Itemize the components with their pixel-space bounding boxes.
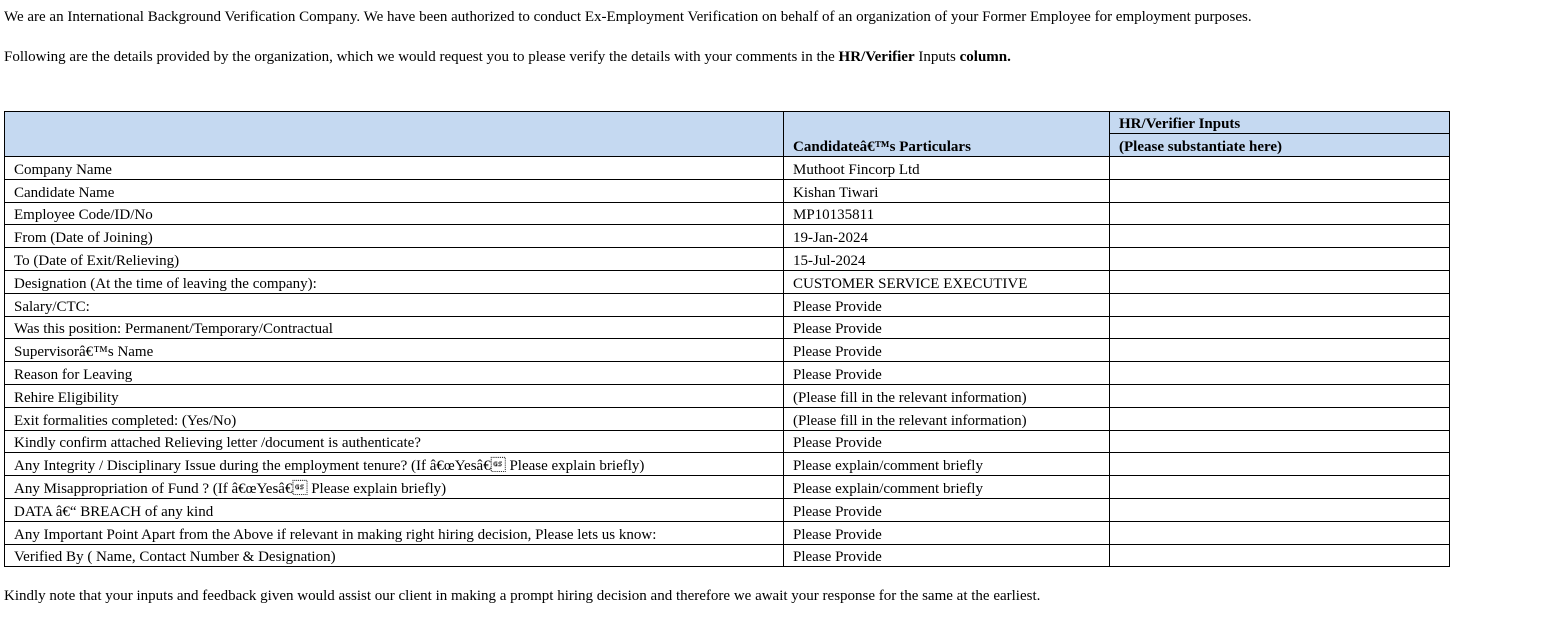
row-candidate-value: Please Provide: [784, 316, 1110, 339]
row-label: Any Important Point Apart from the Above if relevant in making right hiring decision, Please lets us know:: [5, 521, 784, 544]
row-hr-input-cell[interactable]: [1110, 407, 1450, 430]
row-hr-input-cell[interactable]: [1110, 202, 1450, 225]
row-label: From (Date of Joining): [5, 225, 784, 248]
row-candidate-value: CUSTOMER SERVICE EXECUTIVE: [784, 270, 1110, 293]
row-candidate-value: Please Provide: [784, 293, 1110, 316]
row-hr-input-cell[interactable]: [1110, 270, 1450, 293]
row-hr-input-cell[interactable]: [1110, 384, 1450, 407]
request-text-prefix: Following are the details provided by the organization, which we would request you to please verify the details with your comments in the: [4, 49, 839, 65]
row-label: Exit formalities completed: (Yes/No): [5, 407, 784, 430]
row-label: Supervisorâ€™s Name: [5, 339, 784, 362]
verification-table: [4, 111, 1450, 567]
row-candidate-value: 19-Jan-2024: [784, 225, 1110, 248]
row-hr-input-cell[interactable]: [1110, 362, 1450, 385]
row-empty-cell: [1110, 521, 1450, 544]
row-hr-input-cell[interactable]: [1110, 248, 1450, 271]
table-row: [5, 521, 1450, 544]
table-row: [5, 544, 1450, 567]
row-label: Employee Code/ID/No: [5, 202, 784, 225]
table-row: [5, 339, 1450, 362]
row-label: Rehire Eligibility: [5, 384, 784, 407]
row-candidate-value: Muthoot Fincorp Ltd: [784, 157, 1110, 180]
row-candidate-value: Please Provide: [784, 544, 1110, 567]
request-paragraph: [4, 48, 1011, 66]
header-hr-verifier-inputs: HR/Verifier Inputs: [1110, 112, 1450, 134]
row-empty-cell: [1110, 430, 1450, 453]
table-row: [5, 453, 1450, 476]
request-text-bold-column: column.: [959, 49, 1011, 65]
table-row: [5, 407, 1450, 430]
row-candidate-value: (Please fill in the relevant information): [784, 384, 1110, 407]
row-candidate-value: Please Provide: [784, 521, 1110, 544]
row-hr-input-cell[interactable]: [1110, 316, 1450, 339]
row-candidate-value: (Please fill in the relevant information): [784, 407, 1110, 430]
header-candidate-particulars: Candidateâ€™s Particulars: [784, 112, 1110, 157]
table-row: [5, 316, 1450, 339]
row-label: Company Name: [5, 157, 784, 180]
header-please-substantiate: (Please substantiate here): [1110, 134, 1450, 157]
request-text-middle: Inputs: [914, 49, 960, 65]
row-candidate-value: Please Provide: [784, 339, 1110, 362]
table-row: [5, 179, 1450, 202]
row-label: Any Integrity / Disciplinary Issue during the employment tenure? (If â€œYesâ€ Please explain briefly): [5, 453, 784, 476]
row-label: Salary/CTC:: [5, 293, 784, 316]
intro-paragraph: We are an International Background Verification Company. We have been authorized to conduct Ex-Employment Verification on behalf of an organization of your Former Employee for employment purposes.: [4, 9, 1252, 25]
row-empty-cell: [1110, 476, 1450, 499]
row-candidate-value: Please Provide: [784, 362, 1110, 385]
row-hr-input-cell[interactable]: [1110, 225, 1450, 248]
table-row: [5, 270, 1450, 293]
row-candidate-value: Kishan Tiwari: [784, 179, 1110, 202]
table-body: [5, 157, 1450, 567]
row-label: Candidate Name: [5, 179, 784, 202]
table-row: [5, 202, 1450, 225]
table-row: [5, 384, 1450, 407]
row-candidate-value: 15-Jul-2024: [784, 248, 1110, 271]
row-label: DATA â€“ BREACH of any kind: [5, 498, 784, 521]
table-row: [5, 157, 1450, 180]
row-candidate-value: Please explain/comment briefly: [784, 453, 1110, 476]
row-candidate-value: Please explain/comment briefly: [784, 476, 1110, 499]
row-label: Any Misappropriation of Fund ? (If â€œYesâ€ Please explain briefly): [5, 476, 784, 499]
row-empty-cell: [1110, 544, 1450, 567]
table-row: [5, 293, 1450, 316]
row-candidate-value: MP10135811: [784, 202, 1110, 225]
closing-paragraph: Kindly note that your inputs and feedback given would assist our client in making a prompt hiring decision and therefore we await your response for the same at the earliest.: [4, 588, 1041, 604]
table-row: [5, 248, 1450, 271]
table-row: [5, 498, 1450, 521]
row-hr-input-cell[interactable]: [1110, 179, 1450, 202]
row-empty-cell: [1110, 498, 1450, 521]
row-hr-input-cell[interactable]: [1110, 293, 1450, 316]
row-label: Designation (At the time of leaving the company):: [5, 270, 784, 293]
row-label: Was this position: Permanent/Temporary/Contractual: [5, 316, 784, 339]
request-text-bold-hr: HR/Verifier: [838, 49, 915, 65]
header-blank-cell: [5, 112, 784, 157]
table-row: [5, 225, 1450, 248]
row-hr-input-cell[interactable]: [1110, 157, 1450, 180]
table-row: [5, 430, 1450, 453]
row-label: Reason for Leaving: [5, 362, 784, 385]
table-row: [5, 362, 1450, 385]
row-label: Verified By ( Name, Contact Number & Designation): [5, 544, 784, 567]
row-label: To (Date of Exit/Relieving): [5, 248, 784, 271]
row-hr-input-cell[interactable]: [1110, 339, 1450, 362]
table-row: [5, 476, 1450, 499]
row-label: Kindly confirm attached Relieving letter /document is authenticate?: [5, 430, 784, 453]
row-empty-cell: [1110, 453, 1450, 476]
row-candidate-value: Please Provide: [784, 430, 1110, 453]
row-candidate-value: Please Provide: [784, 498, 1110, 521]
